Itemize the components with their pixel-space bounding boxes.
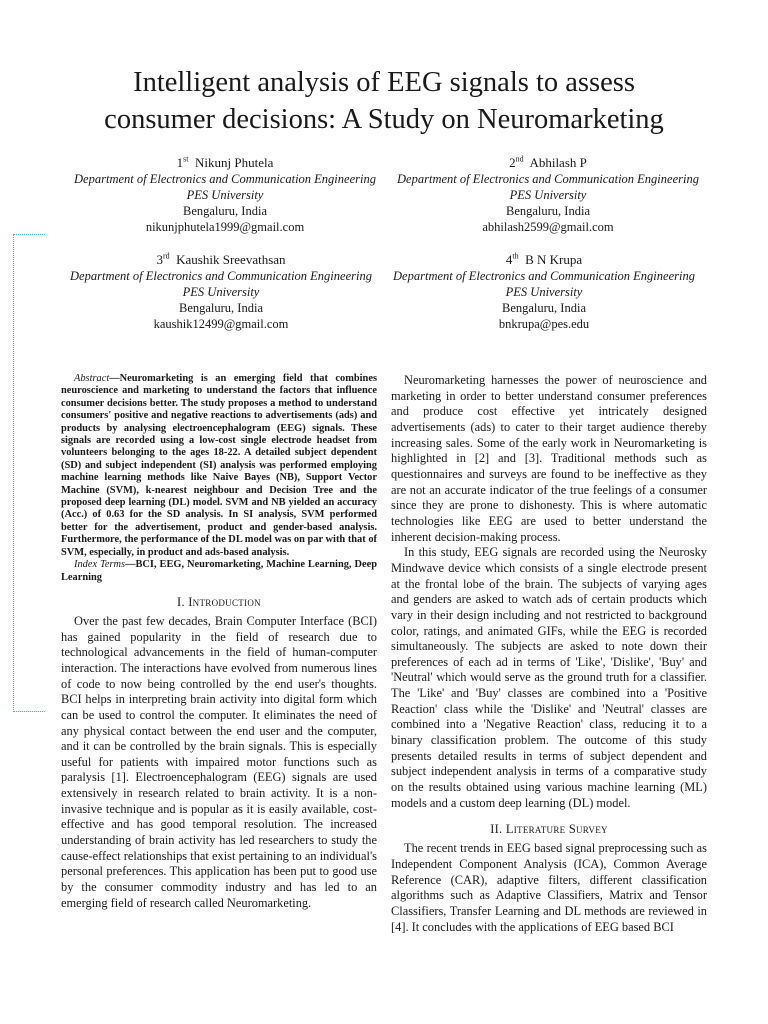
index-terms-label: Index Terms	[74, 559, 126, 571]
author-city: Bengaluru, India	[505, 204, 590, 218]
author-city: Bengaluru, India	[178, 301, 263, 315]
author-ordinal-suffix: nd	[515, 154, 524, 164]
right-column	[391, 373, 707, 935]
paper-title	[40, 64, 728, 138]
title-line-1: Intelligent analysis of EEG signals to assess	[133, 67, 635, 98]
author-department: Department of Electronics and Communication Engineering	[74, 172, 376, 186]
index-terms	[61, 559, 377, 584]
index-terms-text: —BCI, EEG, Neuromarketing, Machine Learning, Deep Learning	[61, 559, 377, 583]
author-ordinal-suffix: rd	[162, 251, 170, 261]
margin-selection-marker	[13, 234, 45, 712]
author-ordinal: 4	[505, 252, 513, 267]
author-ordinal-suffix: st	[183, 154, 189, 164]
section-title: Literature Survey	[505, 822, 608, 837]
author-name: Abhilash P	[529, 155, 587, 170]
author-name: Nikunj Phutela	[194, 155, 274, 170]
author-email: abhilash2599@gmail.com	[482, 220, 614, 234]
author-name-line	[393, 155, 703, 171]
author-ordinal: 1	[176, 155, 184, 170]
author-name-line	[61, 252, 381, 268]
author-email: bnkrupa@pes.edu	[498, 317, 590, 331]
author-department: Department of Electronics and Communication Engineering	[393, 269, 695, 283]
author-name: B N Krupa	[525, 252, 583, 267]
author-university: PES University	[182, 285, 260, 299]
author-block-1	[70, 155, 380, 235]
author-email: kaushik12499@gmail.com	[153, 317, 289, 331]
author-email: nikunjphutela1999@gmail.com	[145, 220, 305, 234]
author-block-3	[61, 252, 381, 332]
section-number: II.	[490, 822, 503, 837]
author-university: PES University	[505, 285, 583, 299]
author-city: Bengaluru, India	[182, 204, 267, 218]
author-ordinal: 3	[156, 252, 163, 267]
abstract	[61, 373, 377, 559]
author-name-line	[70, 155, 380, 171]
introduction-paragraph: Over the past few decades, Brain Computer Interface (BCI) has gained popularity in the field of research due to technological advancements in the field of human-computer interaction. The interactions have evolved from numerous lines of code to now being controlled by the end user's thoughts. BCI helps in interpreting brain activity into digital form which can be used to control the computer. It eliminates the need of any physical contact between the end user and the computer, and it can be controlled by the brain signals. This is especially useful for patients with impaired motor functions such as paralysis [1]. Electroencephalogram (EEG) signals are used extensively in research related to brain activity. It is a non-invasive technique and is popular as it is easily available, cost-effective and has good temporal resolution. The increased understanding of brain activity has led researchers to study the cause-effect relationships that exist pertaining to an individual's personal preferences. This application has been put to good use by the consumer commodity industry and has led to an emerging field of research called Neuromarketing.	[61, 613, 377, 910]
literature-survey-paragraph: The recent trends in EEG based signal preprocessing such as Independent Component Analysis (ICA), Common Average Reference (CAR), adaptive filters, different classification algorithms such as Adaptive Classifiers, Matrix and Tensor Classifiers, Transfer Learning and DL methods are reviewed in [4]. It concludes with the applications of EEG based BCI	[391, 841, 707, 934]
author-block-2	[393, 155, 703, 235]
abstract-text: —Neuromarketing is an emerging field that combines neuroscience and marketing to understand the factors that influence consumer decisions better. The study proposes a method to understand consumers' positive and negative reactions to advertisements (ads) and products by analysing electroencephalogram (EEG) signals. These signals are recorded using a low-cost single electrode headset from volunteers belonging to the ages 18-22. A detailed subject dependent (SD) and subject independent (SI) analysis was performed employing machine learning methods like Naive Bayes (NB), Support Vector Machine (SVM), k-nearest neighbour and Decision Tree and the proposed deep learning (DL) model. SVM and NB yielded an accuracy (Acc.) of 0.63 for the SD analysis. In SI analysis, SVM performed better for the advertisement, product and gender-based analysis. Furthermore, the performance of the DL model was on par with that of SVM, especially, in product and ads-based analysis.	[61, 373, 377, 558]
author-ordinal-suffix: th	[512, 251, 519, 261]
author-name: Kaushik Sreevathsan	[176, 252, 286, 267]
body-paragraph-neuromarketing: Neuromarketing harnesses the power of neuroscience and marketing in order to better understand consumer preferences and produce cost effective yet intricately designed advertisements (ads) to cater to their target audience thereby increasing sales. Some of the early work in Neuromarketing is highlighted in [2] and [3]. Traditional methods such as questionnaires and surveys are found to be ineffective as they are not an accurate indicator of the true feelings of a consumer since they are prone to dishonesty. This is where automatic technologies like EEG are used to better understand the inherent decision-making process.	[391, 373, 707, 544]
body-paragraph-study: In this study, EEG signals are recorded using the Neurosky Mindwave device which consists of a single electrode present at the frontal lobe of the brain. The subjects of varying ages and genders are asked to watch ads of certain products which vary in their design including and not restricted to background color, ratings, and animated GIFs, while the EEG is recorded simultaneously. The subjects are asked to note down their preferences of each ad in terms of 'Like', 'Dislike', 'Buy' and 'Neutral' which would serve as the ground truth for a classifier. The 'Like' and 'Buy' classes are combined into a 'Positive Reaction' class while the 'Dislike' and 'Neutral' classes are combined into a 'Negative Reaction' class, reducing it to a binary classification problem. The outcome of this study presents detailed results in terms of subject dependent and subject independent analysis in terms of a comparative study on the results obtained using various machine learning (ML) models and a custom deep learning (DL) model.	[391, 545, 707, 810]
author-ordinal: 2	[509, 155, 516, 170]
author-department: Department of Electronics and Communication Engineering	[397, 172, 699, 186]
author-name-line	[384, 252, 704, 268]
author-city: Bengaluru, India	[501, 301, 586, 315]
section-number: I.	[177, 594, 185, 609]
section-heading-literature-survey	[391, 821, 707, 837]
title-line-2: consumer decisions: A Study on Neuromarketing	[104, 104, 664, 135]
left-column	[61, 373, 377, 911]
author-university: PES University	[509, 188, 587, 202]
section-title: Introduction	[188, 594, 261, 609]
section-heading-introduction	[61, 594, 377, 610]
author-department: Department of Electronics and Communication Engineering	[70, 269, 372, 283]
abstract-label: Abstract	[74, 373, 110, 384]
author-block-4	[384, 252, 704, 332]
author-university: PES University	[186, 188, 264, 202]
